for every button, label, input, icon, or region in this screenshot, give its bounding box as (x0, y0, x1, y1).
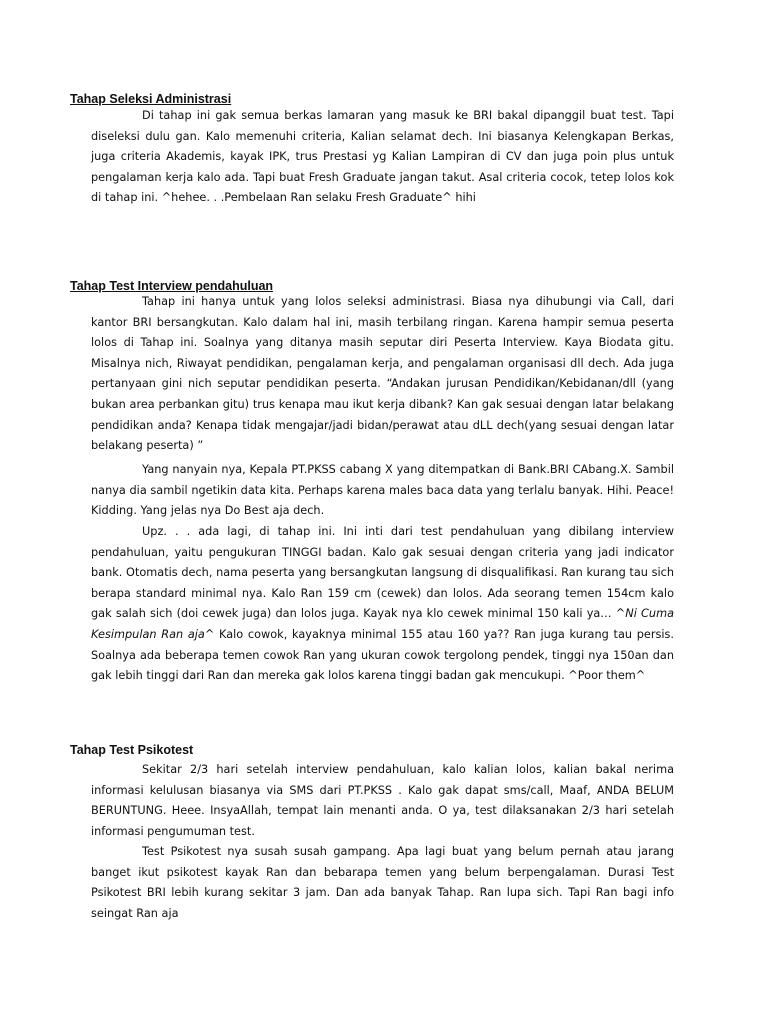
paragraph: Di tahap ini gak semua berkas lamaran yang masuk ke BRI bakal dipanggil buat test. Tapi diseleksi dulu gan. Kalo memenuhi criteria, Kalian selamat dech. Ini biasanya Kelengkapan Berkas, juga criteria Akademis, kayak IPK, trus Prestasi yg Kalian Lampiran di CV dan juga poin plus untuk pengalaman kerja kalo ada. Tapi buat Fresh Graduate jangan takut. Asal criteria cocok, tetep lolos kok di tahap ini. ^hehee. . .Pembelaan Ran selaku Fresh Graduate^ hihi (91, 109, 674, 205)
paragraph: Test Psikotest nya susah susah gampang. Apa lagi buat yang belum pernah atau jarang banget ikut psikotest kayak Ran dan bebarapa temen yang belum berpengalaman. Durasi Test Psikotest BRI lebih kurang sekitar 3 jam. Dan ada banyak Tahap. Ran lupa sich. Tapi Ran bagi info seingat Ran aja (91, 845, 674, 920)
paragraph: Tahap ini hanya untuk yang lolos seleksi administrasi. Biasa nya dihubungi via Call, dari kantor BRI bersangkutan. Kalo dalam hal ini, masih terbilang ringan. Karena hampir semua peserta lolos di Tahap ini. Soalnya yang ditanya masih seputar diri Peserta Interview. Kaya Biodata gitu. Misalnya nich, Riwayat pendidikan, pengalaman kerja, and pengalaman organisasi dll dech. Ada juga pertanyaan gini nich seputar pendidikan peserta. “Andakan jurusan Pendidikan/Kebidanan/dll (yang bukan area perbankan gitu) trus kenapa mau ikut kerja dibank? Kan gak sesuai dengan latar belakang pendidikan anda? Kenapa tidak mengajar/jadi bidan/perawat atau dLL dech(yang sesuai dengan latar belakang peserta) ” (91, 295, 674, 453)
paragraph-text: ^ Kalo cowok, kayaknya minimal 155 atau 160 ya?? Ran juga kurang tau persis. Soalnya ada beberapa temen cowok Ran yang ukuran cowok tergolong pendek, tinggi nya 150an dan gak lebih tinggi dari Ran dan mereka gak lolos karena tinggi badan gak mencukupi. ^Poor them^ (91, 627, 674, 683)
section-heading-psikotest: Tahap Test Psikotest (70, 743, 194, 757)
italic-note: Ni Cuma Kesimpulan Ran aja (91, 607, 674, 641)
section-heading-interview: Tahap Test Interview pendahuluan (70, 279, 274, 293)
paragraph: Yang nanyain nya, Kepala PT.PKSS cabang X yang ditempatkan di Bank.BRI CAbang.X. Sambil nanya dia sambil ngetikin data kita. Perhaps karena males baca data yang terlalu banyak. Hihi. Peace! Kidding. Yang jelas nya Do Best aja dech. (91, 463, 674, 518)
section-heading-administrasi: Tahap Seleksi Administrasi (70, 92, 232, 106)
paragraph-text: Upz. . . ada lagi, di tahap ini. Ini inti dari test pendahuluan yang dibilang interview pendahuluan, yaitu pengukuran TINGGI badan. Kalo gak sesuai dengan criteria yang jadi indicator bank. Otomatis dech, nama peserta yang bersangkutan langsung di disqualifikasi. Ran kurang tau sich berapa standard minimal nya. Kalo Ran 159 cm (cewek) dan lolos. Ada seorang temen 154cm kalo gak salah sich (doi cewek juga) dan lolos juga. Kayak nya klo cewek minimal 150 kali ya… ^ (91, 525, 674, 621)
paragraph: Sekitar 2/3 hari setelah interview pendahuluan, kalo kalian lolos, kalian bakal nerima informasi kelulusan biasanya via SMS dari PT.PKSS . Kalo gak dapat sms/call, Maaf, ANDA BELUM BERUNTUNG. Heee. InsyaAllah, tempat lain menanti anda. O ya, test dilaksanakan 2/3 hari setelah informasi pengumuman test. (91, 763, 674, 838)
paragraph (91, 522, 674, 687)
